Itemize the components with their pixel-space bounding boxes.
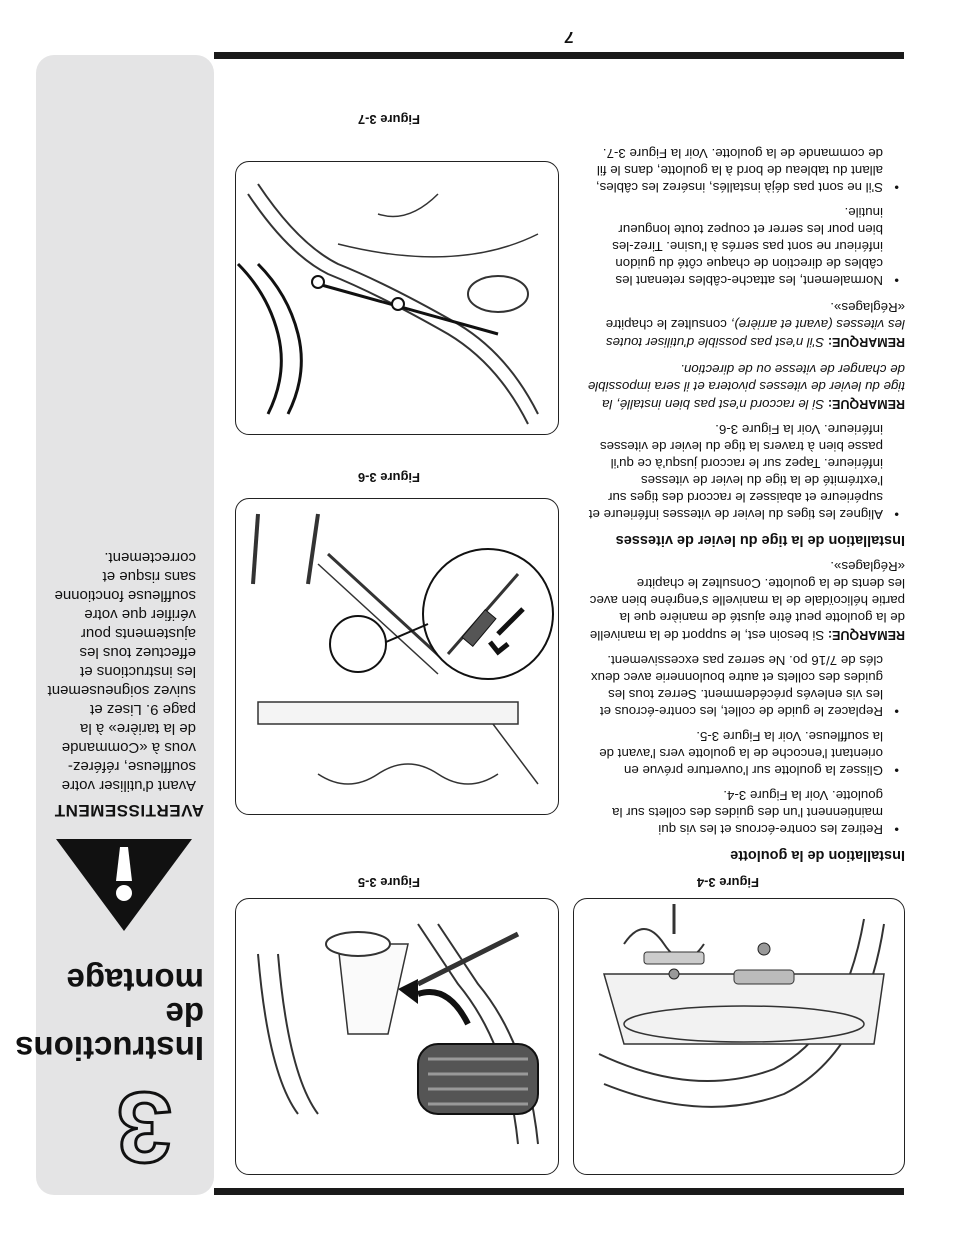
chapter-title xyxy=(15,962,210,1067)
instructions-text xyxy=(587,137,905,867)
list-item: • Replacez le guide de collet, les contre-écrous et les vis enlevés précédemment. Serrez tous les guides des collets et autre boulonnerie avec deux clés de 7/16 po. Ne serrez pas excessivement. xyxy=(587,652,905,720)
list-item: • S'il ne sont pas déjà installés, insérez les câbles, allant du tableau de bord à la goulotte, dans le fil de commande de la goulotte. Voir la Figure 3-7. xyxy=(587,145,905,196)
figure-3-5-image xyxy=(235,898,559,1175)
shift-rod-illustration xyxy=(236,499,558,814)
chapter-sidebar xyxy=(15,55,214,1195)
figure-3-5-caption: Figure 3-5 xyxy=(357,875,420,890)
note-chute xyxy=(587,558,905,644)
bottom-rule xyxy=(214,52,904,59)
section-heading-shift-rod: Installation de la tige du levier de vitesses xyxy=(615,532,905,548)
chapter-title-line2: de montage xyxy=(66,962,204,1033)
top-rule xyxy=(214,1188,904,1195)
warning-triangle-icon xyxy=(52,835,196,935)
list-item: • Glissez la goulotte sur l'ouverture prévue en orientant l'encoche de la goulotte vers l'avant de la souffleuse. Voir la Figure 3-5. xyxy=(587,728,905,779)
page-number: 7 xyxy=(565,28,574,45)
note-label: REMARQUE: xyxy=(827,335,905,349)
section-heading-chute: Installation de la goulotte xyxy=(730,847,905,863)
chute-install-illustration xyxy=(236,899,558,1174)
figure-3-4-caption: Figure 3-4 xyxy=(696,875,759,890)
note-text: Si besoin est, le support de la manivelle de la goulotte peut être ajusté de manière que la partie hélicoïdale de la manivelle s'engrène bien avec les dents de la goulotte. Consultez le chapitre «Réglages». xyxy=(589,559,905,643)
figure-3-6-caption: Figure 3-6 xyxy=(357,470,420,485)
note-text: consultez le chapitre «Réglages». xyxy=(605,300,905,332)
note-label: REMARQUE: xyxy=(827,397,905,411)
note-text: Si le raccord n'est pas bien installé, la tige du levier de vitesses pivotera et il sera impossible de changer de vitesse ou de direction. xyxy=(587,362,905,412)
cable-tie-illustration xyxy=(236,162,558,434)
figure-3-7-image xyxy=(235,161,559,435)
figure-3-6-image xyxy=(235,498,559,815)
list-item: • Alignez les tiges du levier de vitesses inférieure et supérieure et abaissez le raccord des tiges sur l'extrémité de la tige du levier de vitesses inférieure. Tapez sur le raccord jusqu'à ce qu'il passe bien à travers la tige du levier de vitesses inférieure. Voir la Figure 3-6. xyxy=(587,421,905,523)
chapter-number: 3 xyxy=(116,1071,172,1183)
chute-flange-illustration xyxy=(574,899,904,1174)
note-text-italic: S'il n'est pas possible d'utiliser toutes les vitesses (avant et arrière), xyxy=(605,317,905,350)
note-speeds xyxy=(587,299,905,351)
warning-title: AVERTISSEMENT xyxy=(54,801,204,820)
warning-text: Avant d'utiliser votre souffleuse, référez-vous à «Commande de la tarière» à la page 9. Lisez et suivez soigneusement les instructions et effectuez tous les ajustements pour vérifier que votre souffleuse fonctionne sans risque et correctement. xyxy=(47,549,196,794)
note-coupling xyxy=(587,361,905,413)
figure-3-7-caption: Figure 3-7 xyxy=(357,112,420,127)
figure-3-4-image xyxy=(573,898,905,1175)
list-item: • Retirez les contre-écrous et les vis qui maintiennent l'un des guides des collets sur la goulotte. Voir la Figure 3-4. xyxy=(587,787,905,838)
note-label: REMARQUE: xyxy=(827,628,905,642)
chute-steps xyxy=(587,652,905,838)
list-item: • Normalement, les attache-câbles retenant les câbles de direction de chaque côté du guidon inférieur ne sont pas serrés à l'usine. Tirez-les bien pour les serrer et coupez toute longueur inutile. xyxy=(587,204,905,289)
chapter-title-line1: Instructions xyxy=(15,1030,204,1067)
cable-steps xyxy=(587,145,905,289)
shift-rod-steps xyxy=(587,421,905,523)
